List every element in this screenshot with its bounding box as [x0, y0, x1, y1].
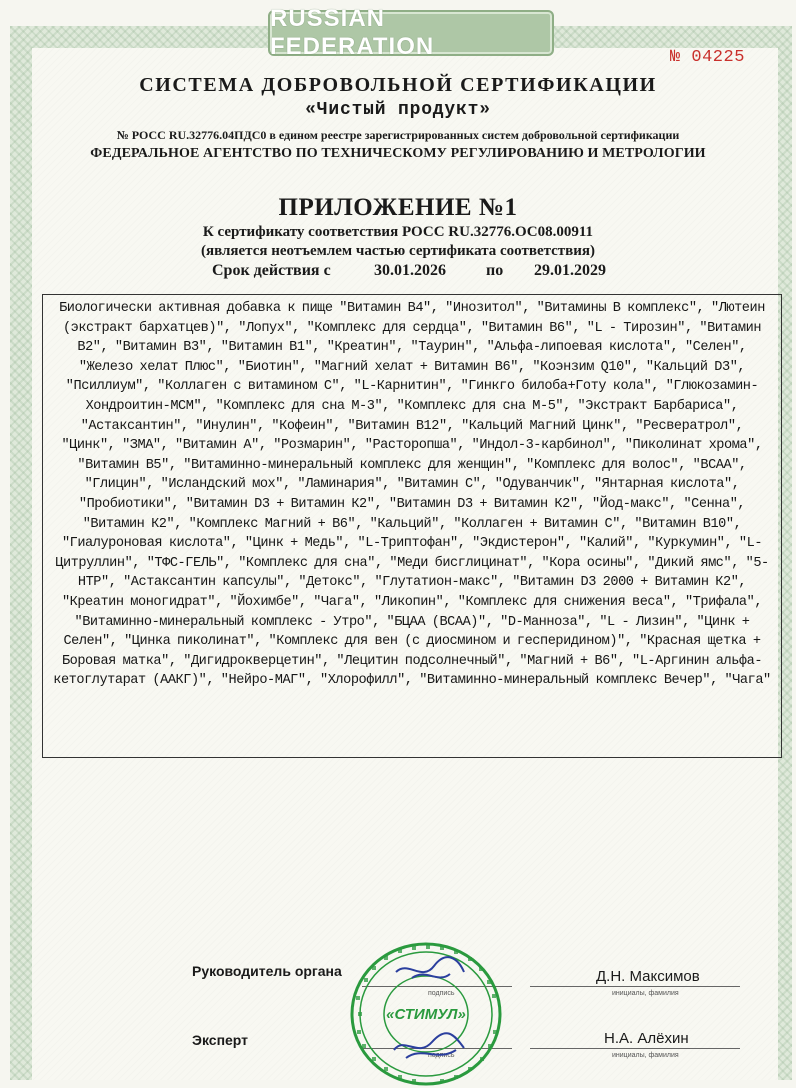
agency-name: ФЕДЕРАЛЬНОЕ АГЕНТСТВО ПО ТЕХНИЧЕСКОМУ РЕГУЛИРОВАНИЮ И МЕТРОЛОГИИ	[90, 146, 706, 161]
integral-part-note: (является неотъемлем частью сертификата соответствия)	[200, 243, 596, 259]
certificate-reference: К сертификату соответствия РОСС RU.32776.ОС08.00911	[202, 224, 594, 240]
head-handwritten-signature	[396, 957, 464, 978]
expert-signature-caption: подпись	[428, 1052, 455, 1059]
country-banner: RUSSIAN FEDERATION	[268, 10, 554, 56]
validity-to-label: по	[486, 262, 504, 279]
expert-handwritten-signature	[394, 1033, 464, 1058]
system-title: СИСТЕМА ДОБРОВОЛЬНОЙ СЕРТИФИКАЦИИ	[139, 74, 657, 96]
expert-label: Эксперт	[192, 1032, 249, 1048]
head-of-body-label: Руководитель органа	[192, 963, 342, 979]
head-name-caption: инициалы, фамилия	[612, 990, 679, 997]
validity-to-date: 29.01.2029	[534, 262, 606, 279]
head-signature-caption: подпись	[428, 990, 455, 997]
organization-stamp	[346, 938, 506, 1088]
registry-line: № РОСС RU.32776.04ПДС0 в едином реестре зарегистрированных систем добровольной сертификации	[116, 128, 680, 142]
appendix-title: ПРИЛОЖЕНИЕ №1	[278, 194, 518, 221]
head-name: Д.Н. Максимов	[596, 968, 700, 985]
products-list-text: Биологически активная добавка к пище "Витамин В4", "Инозитол", "Витамины В комплекс", "Лютеин (экстракт бархатцев)", "Лопух", "Комплекс для сердца", "Витамин В6", "L - Тирозин", "Витамин В2", "Витамин В3", "Витамин В1", "Креатин", "Таурин", "Альфа-липоевая кислота", "Селен", "Железо хелат Плюс", "Биотин", "Магний хелат + Витамин В6", "Коэнзим Q10", "Кальций D3", "Псиллиум", "Коллаген с витамином С", "L-Карнитин", "Гинкго билоба+Готу кола", "Глюкозамин-Хондроитин-МСМ", "Комплекс для сна М-3", "Комплекс для сна М-5", "Экстракт Барбариса", "Астаксантин", "Инулин", "Кофеин", "Витамин В12", "Кальций Магний Цинк", "Ресвератрол", "Цинк", "ЗМА", "Витамин А", "Розмарин", "Расторопша", "Индол-3-карбинол", "Пиколинат хрома", "Витамин В5", "Витаминно-минеральный комплекс для женщин", "Комплекс для волос", "ВСАА", "Глицин", "Исландский мох", "Ламинария", "Витамин С", "Одуванчик", "Янтарная кислота", "Пробиотики", "Витамин D3 + Витамин К2", "Витамин D3 + Витамин К2", "Йод-макс", "Сенна", "Витамин К2", "Комплекс Магний + В6", "Кальций", "Коллаген + Витамин С", "Витамин В10", "Гиалуроновая кислота", "Цинк + Медь", "L-Триптофан", "Экдистерон", "Калий", "Куркумин", "L-Цитруллин", "ТФС-ГЕЛЬ", "Комплекс для сна", "Меди бисглицинат", "Кора осины", "Дикий ямс", "5-НТР", "Астаксантин капсулы", "Детокс", "Глутатион-макс", "Витамин D3 2000 + Витамин К2", "Креатин моногидрат", "Йохимбе", "Чага", "Ликопин", "Комплекс для снижения веса", "Трифала", "Витаминно-минеральный комплекс - Утро", "БЦАА (ВСАА)", "D-Манноза", "L - Лизин", "Цинк + Селен", "Цинка пиколинат", "Комплекс для вен (с диосмином и гесперидином)", "Красная щетка + Боровая матка", "Дигидрокверцетин", "Лецитин подсолнечный", "Магний + В6", "L-Аргинин альфа-кетоглутарат (ААКГ)", "Нейро-МАГ", "Хлорофилл", "Витаминно-минеральный комплекс Вечер", "Чага"	[53, 301, 771, 689]
validity-label: Срок действия с	[212, 262, 331, 279]
certificate-number: № 04225	[670, 48, 745, 67]
expert-name: Н.А. Алёхин	[604, 1030, 689, 1047]
expert-name-line	[530, 1048, 740, 1049]
system-name: «Чистый продукт»	[305, 100, 491, 120]
head-name-line	[530, 986, 740, 987]
expert-name-caption: инициалы, фамилия	[612, 1052, 679, 1059]
validity-from-date: 30.01.2026	[374, 262, 446, 279]
stamp-center-text: «СТИМУЛ»	[386, 1006, 466, 1023]
products-list-box	[42, 294, 782, 758]
